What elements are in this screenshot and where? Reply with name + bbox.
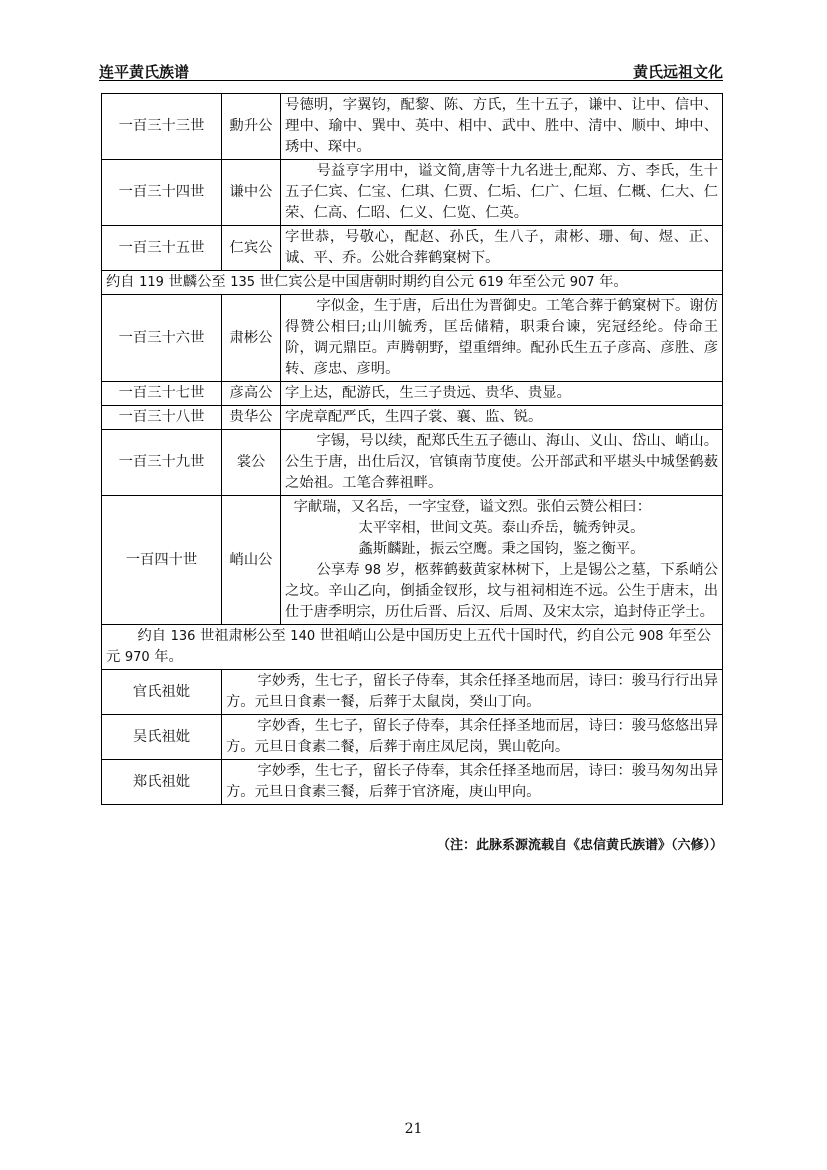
ancestor-description: 字虎章配严氏，生四子裳、襄、监、锐。 — [281, 406, 723, 430]
ancestor-name: 裳公 — [222, 430, 281, 496]
table-row — [102, 496, 723, 625]
ancestor-description: 字锡，号以续，配郑氏生五子德山、海山、义山、岱山、峭山。公生于唐，出仕后汉，官镇南节度使。公开部武和平堪头中城堡鹤薮之始祖。工笔合葬祖畔。 — [281, 430, 723, 496]
ancestor-name: 勳升公 — [222, 94, 281, 160]
ancestor-name: 谦中公 — [222, 160, 281, 226]
tribute-verse: 螽斯麟趾，振云空鹰。秉之国钧，鉴之衡平。 — [358, 541, 645, 557]
table-row — [102, 715, 723, 760]
generation-label: 一百三十四世 — [102, 160, 222, 226]
ancestor-name: 彦高公 — [222, 382, 281, 406]
ancestor-name: 仁宾公 — [222, 226, 281, 271]
ancestor-description: 字世恭，号敬心，配赵、孙氏，生八子，肃彬、珊、甸、煜、正、诚、平、乔。公妣合葬鹤窠树下。 — [281, 226, 723, 271]
ancestor-description — [281, 496, 723, 625]
source-footnote: （注：此脉系源流载自《忠信黄氏族谱》（六修）） — [436, 838, 723, 853]
generation-label: 一百三十七世 — [102, 382, 222, 406]
header-title-right: 黄氏远祖文化 — [632, 63, 723, 81]
table-row — [102, 670, 723, 715]
consort-name: 郑氏祖妣 — [102, 760, 222, 805]
generation-label: 一百四十世 — [102, 496, 222, 625]
generation-label: 一百三十九世 — [102, 430, 222, 496]
consort-description: 字妙秀，生七子，留长子侍奉，其余任择圣地而居，诗曰：骏马行行出异方。元旦日食素一餐，后葬于太鼠岗，癸山丁向。 — [222, 670, 723, 715]
generation-label: 一百三十八世 — [102, 406, 222, 430]
era-note-row — [102, 625, 723, 670]
genealogy-table — [101, 93, 723, 805]
table-row — [102, 160, 723, 226]
header-title-left: 连平黄氏族谱 — [99, 63, 190, 81]
ancestor-description: 号益亨字用中，谥文简,唐等十九名进士,配郑、方、李氏，生十五子仁宾、仁宝、仁琪、仁贾、仁垢、仁广、仁垣、仁概、仁大、仁荣、仁高、仁昭、仁义、仁览、仁英。 — [281, 160, 723, 226]
ancestor-name: 肃彬公 — [222, 295, 281, 382]
table-row — [102, 760, 723, 805]
table-row — [102, 382, 723, 406]
era-note-tang: 约自 119 世麟公至 135 世仁宾公是中国唐朝时期约自公元 619 年至公元 907 年。 — [102, 271, 723, 295]
page-number: 21 — [404, 1121, 423, 1137]
table-row — [102, 94, 723, 160]
burial-description: 公享寿 98 岁，柩葬鹤薮黄家林树下，上是锡公之墓，下系峭公之坟。辛山乙向，倒插金钗形，坟与祖祠相连不远。公生于唐末，出仕于唐季明宗，历仕后晋、后汉、后周、及宋太宗，追封侍正学士。 — [285, 562, 718, 620]
generation-label: 一百三十三世 — [102, 94, 222, 160]
consort-description: 字妙季，生七子，留长子侍奉，其余任择圣地而居，诗曰：骏马匆匆出异方。元旦日食素三餐，后葬于官济庵，庚山甲向。 — [222, 760, 723, 805]
ancestor-name: 贵华公 — [222, 406, 281, 430]
consort-name: 官氏祖妣 — [102, 670, 222, 715]
table-row — [102, 406, 723, 430]
tribute-intro: 字献瑞，又名岳，一字宝登，谥文烈。张伯云赞公相曰： — [293, 499, 651, 515]
consort-description: 字妙香，生七子，留长子侍奉，其余任择圣地而居，诗曰：骏马悠悠出异方。元旦日食素二餐，后葬于南庄凤尼岗，巽山乾向。 — [222, 715, 723, 760]
generation-label: 一百三十五世 — [102, 226, 222, 271]
consort-name: 吴氏祖妣 — [102, 715, 222, 760]
era-note-five-dynasties: 约自 136 世祖肃彬公至 140 世祖峭山公是中国历史上五代十国时代，约自公元 908 年至公元 970 年。 — [102, 625, 723, 670]
generation-label: 一百三十六世 — [102, 295, 222, 382]
table-row — [102, 295, 723, 382]
ancestor-description: 号德明，字翼钧，配黎、陈、方氏，生十五子，谦中、让中、信中、理中、瑜中、巽中、英中、相中、武中、胜中、清中、顺中、坤中、琇中、琛中。 — [281, 94, 723, 160]
ancestor-description: 字似金，生于唐，后出仕为晋御史。工笔合葬于鹤窠树下。谢仿得赞公相曰;山川毓秀，匡岳储精，职秉台谏，宪冠经纶。侍命王阶，调元鼎臣。声腾朝野，望重缙绅。配孙氏生五子彦高、彦胜、彦转、彦忠、彦明。 — [281, 295, 723, 382]
ancestor-name: 峭山公 — [222, 496, 281, 625]
tribute-verse: 太平宰相，世间文英。泰山乔岳，毓秀钟灵。 — [358, 520, 645, 536]
ancestor-description: 字上达，配游氏，生三子贵远、贵华、贵显。 — [281, 382, 723, 406]
table-row — [102, 430, 723, 496]
header-rule — [99, 80, 723, 81]
era-note-row — [102, 271, 723, 295]
table-row — [102, 226, 723, 271]
